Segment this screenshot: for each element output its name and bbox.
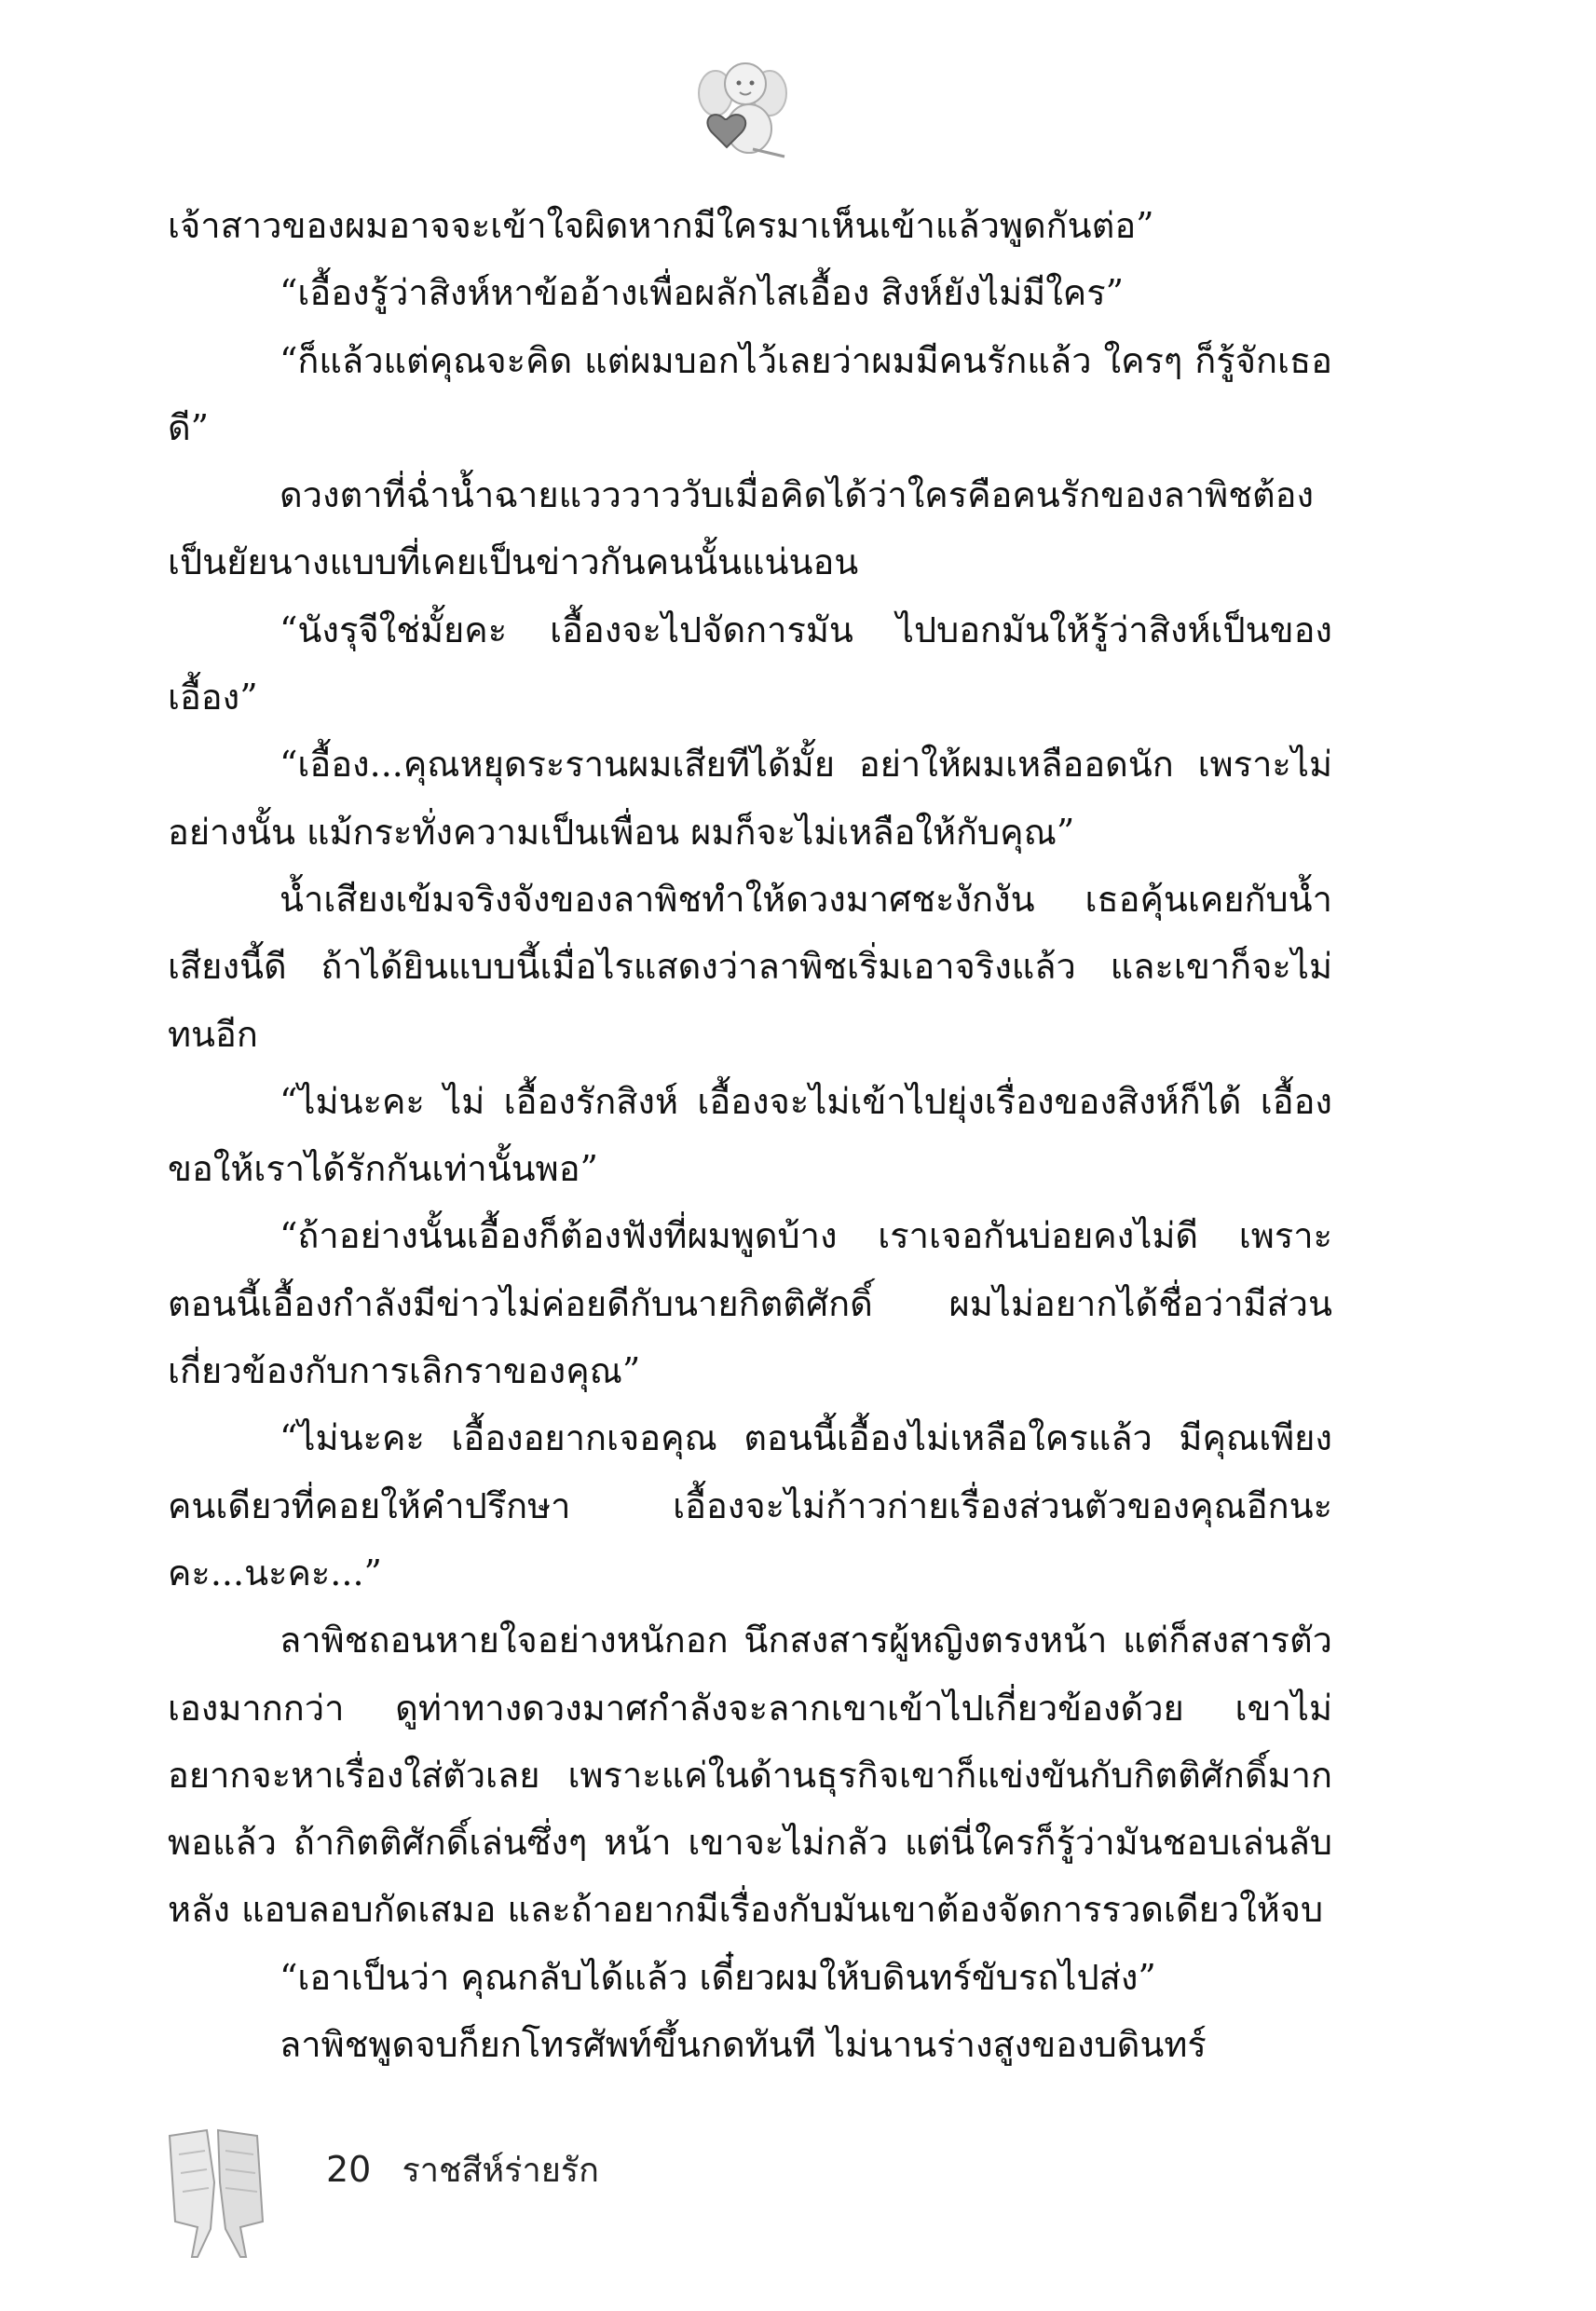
- paragraph: “เอื้องรู้ว่าสิงห์หาข้ออ้างเพื่อผลักไสเอื้อง สิงห์ยังไม่มีใคร”: [280, 272, 1125, 314]
- high-heel-shoes-icon: [160, 2117, 272, 2266]
- page-footer: [326, 2143, 599, 2196]
- paragraph: “เอาเป็นว่า คุณกลับได้แล้ว เดี๋ยวผมให้บดินทร์ขับรถไปส่ง”: [280, 1956, 1156, 1998]
- book-title: ราชสีห์ร่ายรัก: [402, 2152, 599, 2190]
- paragraph: “ถ้าอย่างนั้นเอื้องก็ต้องฟังที่ผมพูดบ้าง เราเจอกันบ่อยคงไม่ดี เพราะตอนนี้เอื้องกำลังมีข่าวไม่ค่อยดีกับนายกิตติศักดิ์ ผมไม่อยากได้ชื่อว่ามีส่วนเกี่ยวข้องกับการเลิกราของคุณ”: [168, 1215, 1332, 1392]
- paragraph: “ไม่นะคะ เอื้องอยากเจอคุณ ตอนนี้เอื้องไม่เหลือใครแล้ว มีคุณเพียงคนเดียวที่คอยให้คำปรึกษา เอื้องจะไม่ก้าวก่ายเรื่องส่วนตัวของคุณอีกนะคะ...นะคะ...”: [168, 1417, 1332, 1593]
- paragraph: ลาพิชถอนหายใจอย่างหนักอก นึกสงสารผู้หญิงตรงหน้า แต่ก็สงสารตัวเองมากกว่า ดูท่าทางดวงมาศกำลังจะลากเขาเข้าไปเกี่ยวข้องด้วย เขาไม่อยากจะหาเรื่องใส่ตัวเลย เพราะแค่ในด้านธุรกิจเขาก็แข่งขันกับกิตติศักดิ์มากพอแล้ว ถ้ากิตติศักดิ์เล่นซึ่งๆ หน้า เขาจะไม่กลัว แต่นี่ใครก็รู้ว่ามันชอบเล่นลับหลัง แอบลอบกัดเสมอ และถ้าอยากมีเรื่องกับมันเขาต้องจัดการรวดเดียวให้จบ: [168, 1620, 1332, 1931]
- paragraph: เจ้าสาวของผมอาจจะเข้าใจผิดหากมีใครมาเห็นเข้าแล้วพูดกันต่อ”: [168, 205, 1154, 246]
- page-body-text: [168, 192, 1332, 2078]
- page-number: 20: [326, 2149, 372, 2190]
- paragraph: “ไม่นะคะ ไม่ เอื้องรักสิงห์ เอื้องจะไม่เข้าไปยุ่งเรื่องของสิงห์ก็ได้ เอื้องขอให้เราได้รักกันเท่านั้นพอ”: [168, 1080, 1332, 1190]
- paragraph: ลาพิชพูดจบก็ยกโทรศัพท์ขึ้นกดทันที ไม่นานร่างสูงของบดินทร์: [280, 2024, 1207, 2066]
- paragraph: ดวงตาที่ฉ่ำน้ำฉายแวววาววับเมื่อคิดได้ว่าใครคือคนรักของลาพิชต้องเป็นยัยนางแบบที่เคยเป็นข่าวกันคนนั้นแน่นอน: [168, 474, 1315, 583]
- paragraph: “ก็แล้วแต่คุณจะคิด แต่ผมบอกไว้เลยว่าผมมีคนรักแล้ว ใครๆ ก็รู้จักเธอดี”: [168, 339, 1332, 448]
- paragraph: “เอื้อง...คุณหยุดระรานผมเสียทีได้มั้ย อย่าให้ผมเหลืออดนัก เพราะไม่อย่างนั้น แม้กระทั่งความเป็นเพื่อน ผมก็จะไม่เหลือให้กับคุณ”: [168, 744, 1332, 853]
- paragraph: “นังรุจีใช่มั้ยคะ เอื้องจะไปจัดการมัน ไปบอกมันให้รู้ว่าสิงห์เป็นของเอื้อง”: [168, 609, 1332, 718]
- cupid-holding-heart-icon: [688, 54, 799, 166]
- paragraph: น้ำเสียงเข้มจริงจังของลาพิชทำให้ดวงมาศชะงักงัน เธอคุ้นเคยกับน้ำเสียงนี้ดี ถ้าได้ยินแบบนี้เมื่อไรแสดงว่าลาพิชเริ่มเอาจริงแล้ว และเขาก็จะไม่ทนอีก: [168, 878, 1332, 1055]
